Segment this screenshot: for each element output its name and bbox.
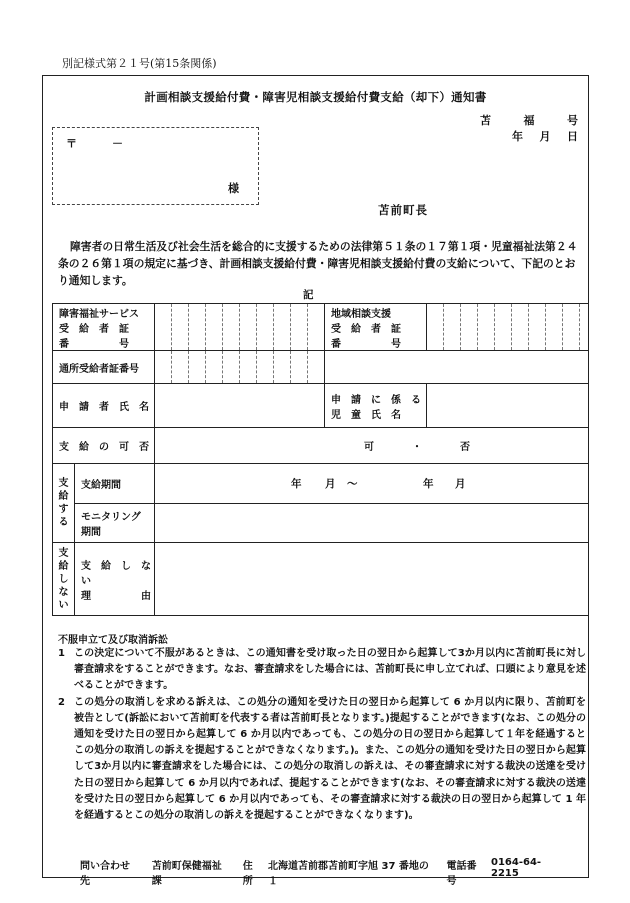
list-item: 1 この決定について不服があるときは、この通知書を受け取った日の翌日から起算して3か月以内に苫前町長に対し審査請求をすることができます。なお、審査請求をした場合には、苫前町長に申し立てれば、口頭により意見を述べることができます。	[58, 648, 586, 692]
monitoring-field[interactable]	[155, 504, 589, 543]
applicant-label: 申 請 者 氏 名	[53, 384, 155, 428]
approval-value[interactable]: 可 ・ 否	[155, 428, 589, 464]
table-row	[53, 304, 589, 351]
table-row	[53, 351, 589, 384]
contact-phone: 0164-64-2215	[491, 857, 542, 879]
notice-list	[58, 646, 586, 824]
nongrant-side-label: 支 給 し な い	[53, 543, 75, 616]
table-row	[53, 464, 589, 504]
digit-cell[interactable]	[291, 304, 308, 351]
commute-cert-label: 通所受給者証番号	[53, 351, 155, 384]
contact-label: 問い合わせ先	[80, 861, 130, 887]
digit-cell[interactable]	[240, 351, 257, 384]
honorific: 様	[228, 182, 239, 195]
digit-cell[interactable]	[478, 304, 495, 351]
digit-cell[interactable]	[512, 304, 529, 351]
digit-cell[interactable]	[495, 304, 512, 351]
digit-cell[interactable]	[291, 351, 308, 384]
digit-cell[interactable]	[461, 304, 478, 351]
digit-cell[interactable]	[444, 304, 461, 351]
digit-cell[interactable]	[274, 351, 291, 384]
applicant-name-field[interactable]	[155, 384, 325, 428]
approval-label: 支 給 の 可 否	[53, 428, 155, 464]
digit-cell[interactable]	[240, 304, 257, 351]
digit-cell[interactable]	[223, 351, 240, 384]
digit-cell[interactable]	[189, 304, 206, 351]
child-label: 申 請 に 係 る 児 童 氏 名	[325, 384, 427, 428]
grant-side-label: 支 給 す る	[53, 464, 75, 543]
contact-office: 苫前町保健福祉課	[151, 861, 222, 887]
period-value[interactable]: 年 月 ～ 年 月	[155, 464, 589, 504]
document-date: 年 月 日	[512, 130, 578, 143]
contact-address: 北海道苫前郡苫前町字旭 37 番地の１	[268, 861, 429, 887]
notice-heading: 不服申立て及び取消訴訟	[58, 635, 168, 646]
form-label: 別記様式第２１号(第15条関係)	[62, 57, 217, 70]
digit-cell[interactable]	[257, 304, 274, 351]
digit-cell[interactable]	[155, 304, 172, 351]
digit-cell[interactable]	[563, 304, 580, 351]
list-item: 2 この処分の取消しを求める訴えは、この処分の通知を受けた日の翌日から起算して 6 か月以内に限り、苫前町を被告として(訴訟において苫前町を代表する者は苫前町長となります。)提起することができます(なお、この処分の通知を受けた日の翌日から起算して 6 か月以内であっても、この処分の日の翌日から起算して１年を経過するとこの処分の取消しの訴えを提起することができなくなります。)。また、この処分の通知を受けた日の翌日から起算して3か月以内に審査請求をした場合には、この処分の取消しの訴えは、その審査請求に対する裁決の送達を受けた日の翌日から起算して 6 か月以内であれば、提起することができます(なお、その審査請求に対する裁決の送達を受けた日の翌日から起算して 6 か月以内であっても、その審査請求に対する裁決の日の翌日から起算して 1 年を経過するとこの処分の取消しの訴えを提起することができなくなります)。	[58, 696, 586, 822]
svc-cert-label: 障害福祉サービス 受 給 者 証 番 号	[53, 304, 155, 351]
issuer-name: 苫前町長	[378, 203, 428, 217]
digit-cell[interactable]	[546, 304, 563, 351]
contact-line	[80, 857, 580, 887]
document-title: 計画相談支援給付費・障害児相談支援給付費支給（却下）通知書	[144, 90, 487, 104]
commute-cert-blank	[325, 351, 589, 384]
notice-table	[52, 303, 589, 616]
digit-cell[interactable]	[189, 351, 206, 384]
digit-cell[interactable]	[206, 351, 223, 384]
postal-mark: 〒	[66, 137, 77, 150]
local-cert-label: 地域相談支援 受 給 者 証 番 号	[325, 304, 427, 351]
table-row	[53, 428, 589, 464]
digit-cell[interactable]	[172, 304, 189, 351]
digit-cell[interactable]	[172, 351, 189, 384]
table-row	[53, 384, 589, 428]
ki-heading: 記	[303, 289, 314, 301]
document-number: 苫 福 号	[480, 114, 578, 127]
contact-phone-label: 電話番号	[446, 861, 477, 887]
digit-cell[interactable]	[257, 351, 274, 384]
reason-label: 支 給 し な い 理 由	[75, 543, 155, 616]
reason-field[interactable]	[155, 543, 589, 616]
digit-cell[interactable]	[308, 304, 325, 351]
digit-cell[interactable]	[155, 351, 172, 384]
digit-cell[interactable]	[529, 304, 546, 351]
table-row	[53, 504, 589, 543]
digit-cell[interactable]	[308, 351, 325, 384]
postal-dash: －	[112, 137, 123, 150]
digit-cell[interactable]	[223, 304, 240, 351]
monitoring-label: モニタリング 期間	[75, 504, 155, 543]
digit-cell[interactable]	[427, 304, 444, 351]
contact-address-label: 住所	[242, 861, 253, 887]
period-label: 支給期間	[75, 464, 155, 504]
digit-cell[interactable]	[580, 304, 589, 351]
body-text: 障害者の日常生活及び社会生活を総合的に支援するための法律第５１条の１７第１項・児童福祉法第２４条の２６第１項の規定に基づき、計画相談支援給付費・障害児相談支援給付費の支給について、下記のとおり通知します。	[58, 240, 578, 287]
digit-cell[interactable]	[206, 304, 223, 351]
child-name-field[interactable]	[427, 384, 589, 428]
digit-cell[interactable]	[274, 304, 291, 351]
table-row	[53, 543, 589, 616]
